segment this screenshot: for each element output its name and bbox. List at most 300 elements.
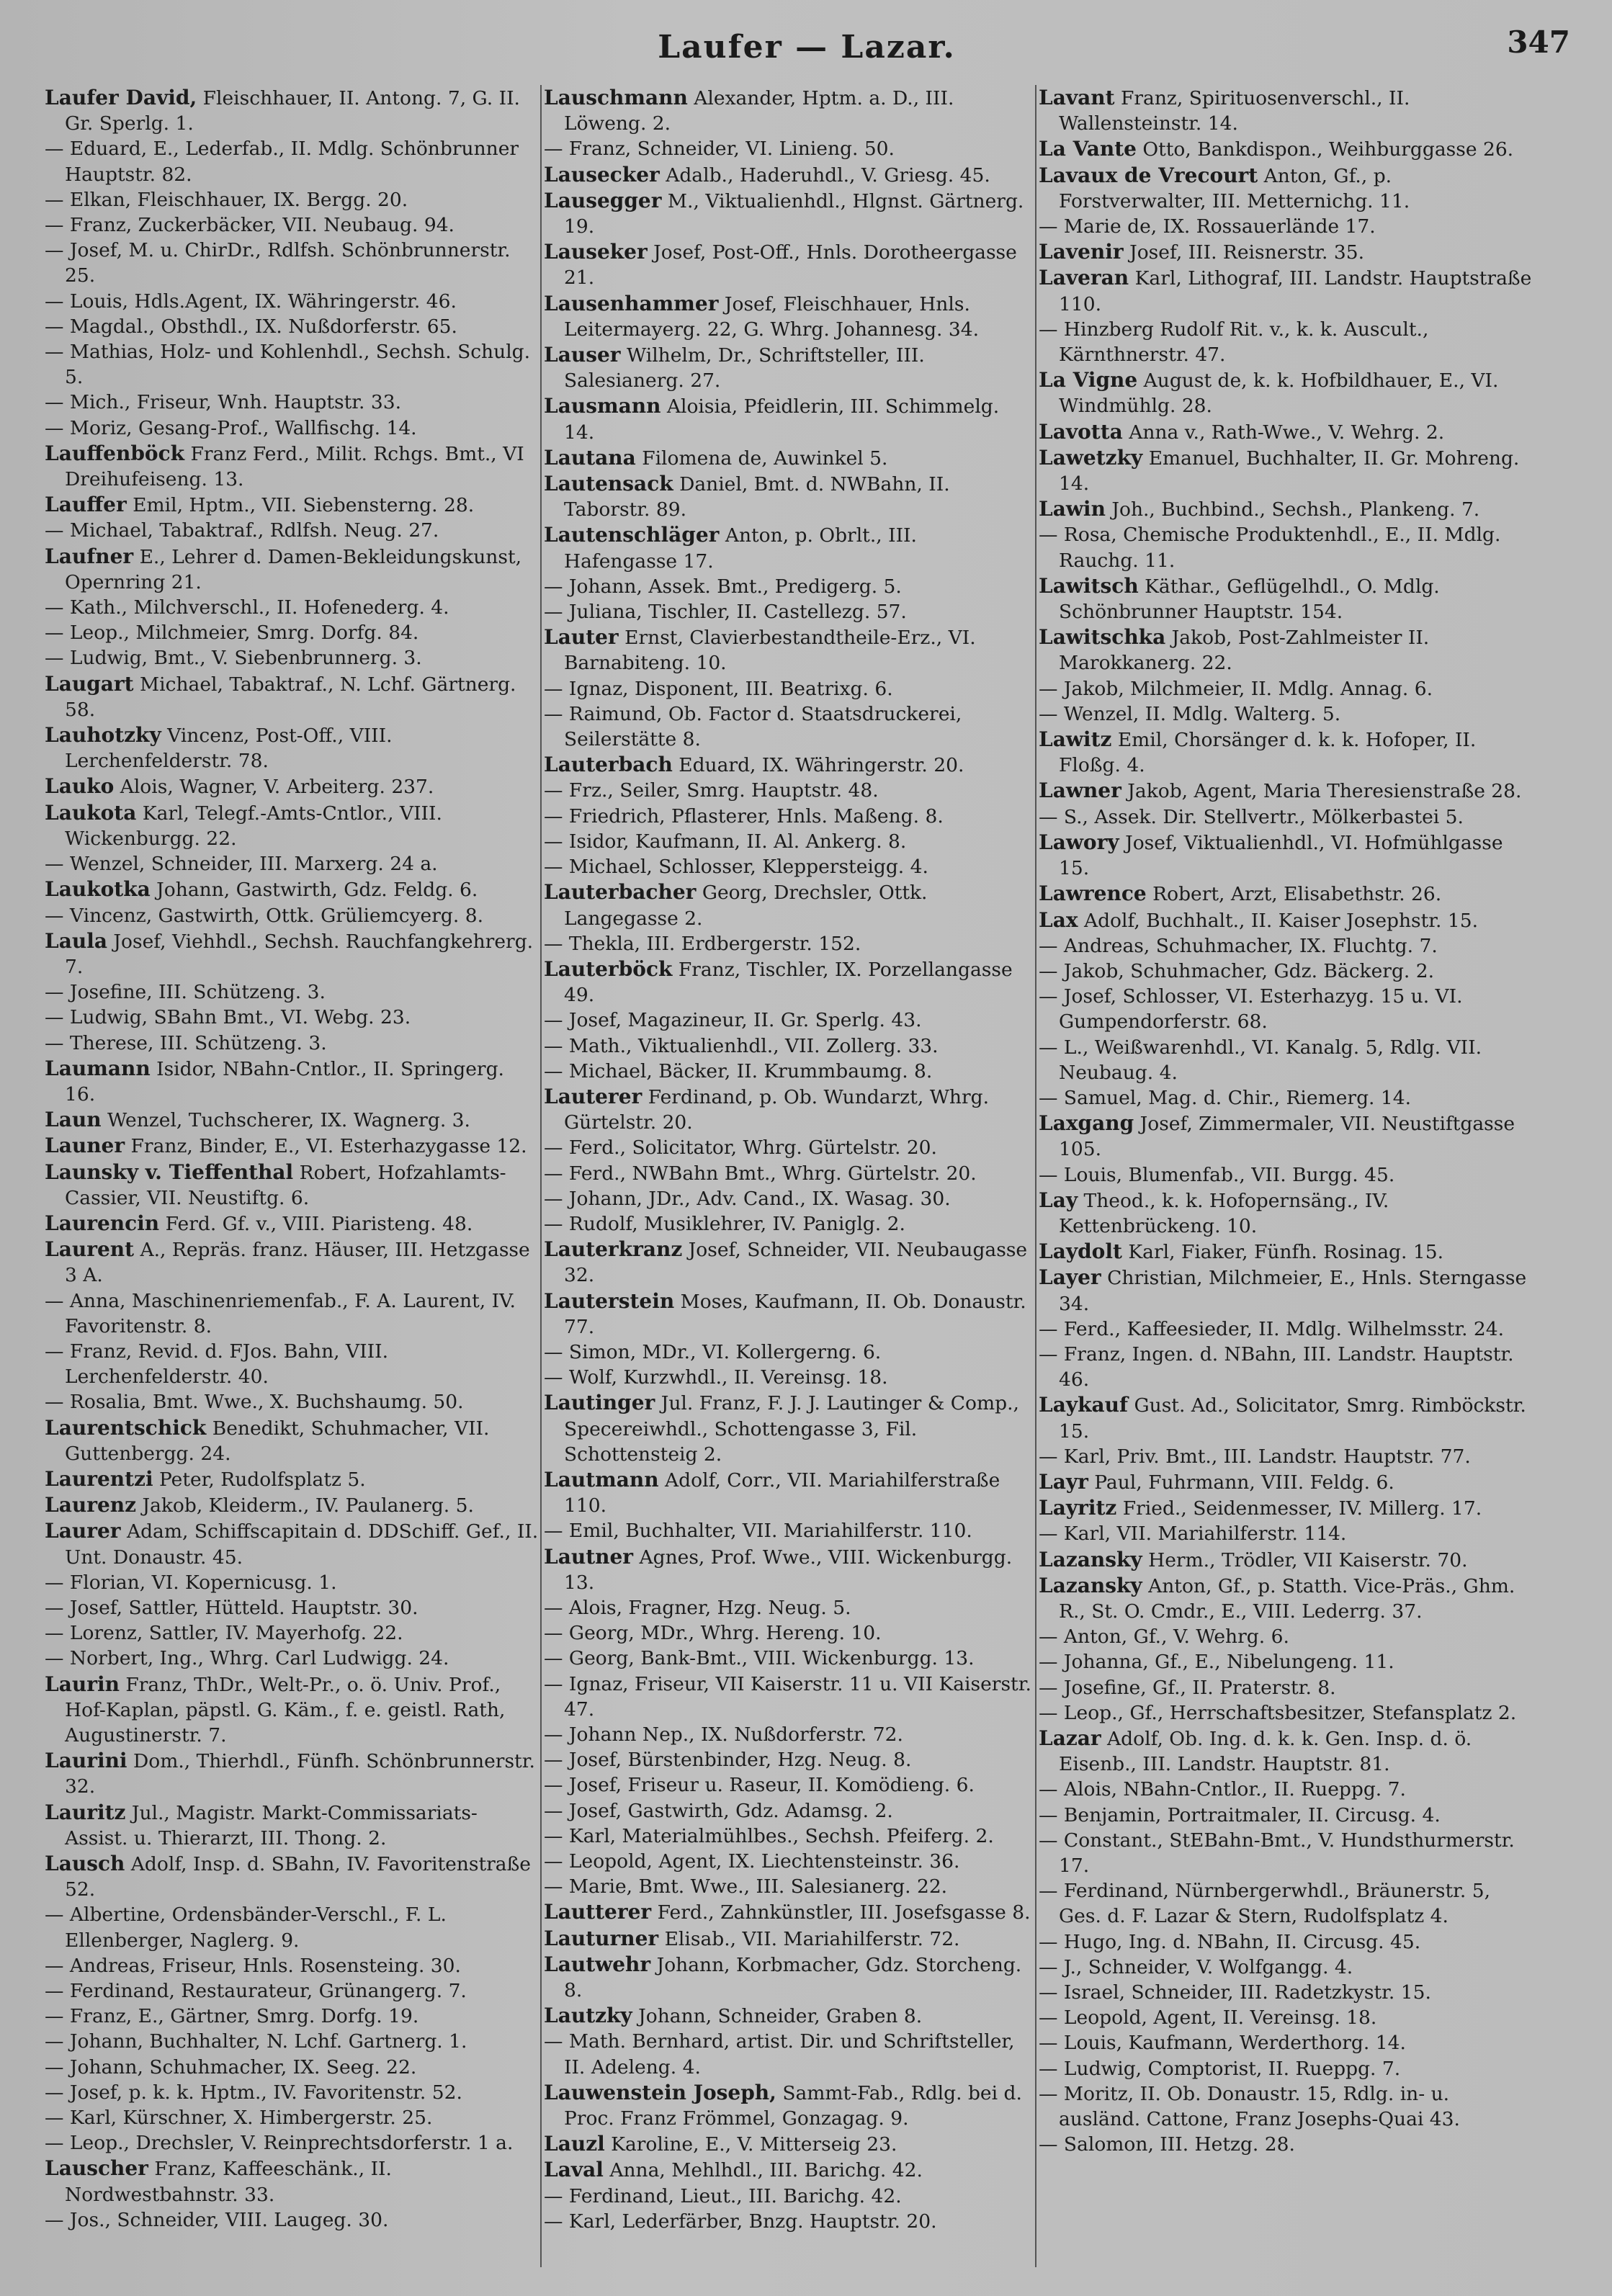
- entry-details: Anton, p. Obrlt., III. Hafengasse 17.: [564, 524, 917, 573]
- entry-details: Adolf, Ob. Ing. d. k. k. Gen. Insp. d. ö. Eisenb., III. Landstr. Hauptstr. 81.: [1059, 1728, 1472, 1776]
- directory-entry: [45, 1211, 539, 1237]
- directory-entry: [1039, 1726, 1536, 1777]
- column-2: [544, 85, 1032, 2274]
- entry-surname: Lautterer: [544, 1900, 652, 1924]
- directory-entry: [1039, 1188, 1536, 1239]
- entry-details: — Louis, Blumenfab., VII. Burgg. 45.: [1039, 1163, 1395, 1186]
- directory-entry: [544, 829, 1032, 854]
- entry-surname: Lauseker: [544, 240, 648, 264]
- entry-details: — Rudolf, Musiklehrer, IV. Paniglg. 2.: [544, 1212, 905, 1235]
- entry-details: Karl, Telegf.-Amts-Cntlor., VIII. Wickenburgg. 22.: [65, 802, 442, 850]
- directory-entry: [544, 1135, 1032, 1160]
- directory-entry: [1039, 1239, 1536, 1265]
- directory-entry: [45, 85, 539, 136]
- directory-entry: [1039, 1573, 1536, 1624]
- entry-details: — Jakob, Schuhmacher, Gdz. Bäckerg. 2.: [1039, 959, 1435, 982]
- directory-entry: [544, 1899, 1032, 1925]
- directory-entry: [544, 1467, 1032, 1518]
- entry-details: Wenzel, Tuchscherer, IX. Wagnerg. 3.: [101, 1109, 470, 1132]
- entry-details: — L., Weißwarenhdl., VI. Kanalg. 5, Rdlg. VII. Neubaug. 4.: [1039, 1036, 1482, 1084]
- entry-details: Paul, Fuhrmann, VIII. Feldg. 6.: [1088, 1471, 1394, 1494]
- entry-details: — Alois, NBahn-Cntlor., II. Rueppg. 7.: [1039, 1778, 1406, 1801]
- entry-details: Peter, Rudolfsplatz 5.: [153, 1468, 366, 1491]
- entry-details: Josef, Zimmermaler, VII. Neustiftgasse 105.: [1059, 1113, 1515, 1161]
- entry-surname: Lauter: [544, 625, 619, 650]
- entry-details: Alexander, Hptm. a. D., III. Löweng. 2.: [564, 87, 954, 135]
- directory-entry: [45, 441, 539, 492]
- directory-entry: [45, 339, 539, 390]
- entry-surname: Laveran: [1039, 266, 1129, 290]
- entry-details: Adolf, Insp. d. SBahn, IV. Favoritenstraße 52.: [65, 1853, 531, 1901]
- entry-details: — S., Assek. Dir. Stellvertr., Mölkerbastei 5.: [1039, 805, 1464, 828]
- directory-entry: [544, 162, 1032, 188]
- directory-entry: [1039, 522, 1536, 573]
- directory-entry: [544, 854, 1032, 879]
- entry-details: — Constant., StEBahn-Bmt., V. Hundsthurmerstr. 17.: [1039, 1829, 1515, 1878]
- entry-details: — Anton, Gf., V. Wehrg. 6.: [1039, 1625, 1289, 1649]
- directory-entry: [544, 1237, 1032, 1288]
- entry-details: — Josef, Bürstenbinder, Hzg. Neug. 8.: [544, 1749, 912, 1772]
- page-header: [43, 16, 1570, 73]
- entry-details: Gust. Ad., Solicitator, Smrg. Rimböckstr. 15.: [1059, 1394, 1526, 1443]
- entry-details: Jakob, Kleiderm., IV. Paulanerg. 5.: [136, 1494, 474, 1517]
- entry-surname: Lauritz: [45, 1800, 126, 1824]
- directory-entry: [544, 2209, 1032, 2234]
- directory-entry: [544, 701, 1032, 752]
- directory-entry: [1039, 163, 1536, 214]
- directory-entry: [45, 773, 539, 799]
- entry-details: Franz, Spirituosenverschl., II. Wallensteinstr. 14.: [1059, 87, 1410, 135]
- entry-details: — Josef, M. u. ChirDr., Rdlfsh. Schönbrunnerstr. 25.: [45, 239, 511, 287]
- directory-entry: [1039, 701, 1536, 727]
- entry-surname: Lavaux de Vrecourt: [1039, 163, 1258, 187]
- entry-surname: Lauterkranz: [544, 1237, 683, 1262]
- directory-entry: [45, 1339, 539, 1389]
- entry-surname: Lawner: [1039, 779, 1121, 803]
- directory-entry: [1039, 804, 1536, 830]
- directory-entry: [1039, 445, 1536, 496]
- entry-details: — Johanna, Gf., E., Nibelungeng. 11.: [1039, 1651, 1394, 1674]
- entry-details: — Thekla, III. Erdbergerstr. 152.: [544, 932, 861, 955]
- directory-entry: [1039, 624, 1536, 676]
- directory-entry: [544, 931, 1032, 956]
- entry-details: Josef, Schneider, VII. Neubaugasse 32.: [564, 1239, 1028, 1287]
- entry-details: — Johann, Buchhalter, N. Lchf. Gartnerg. 1.: [45, 2030, 467, 2053]
- directory-entry: [1039, 727, 1536, 778]
- entry-details: — Louis, Kaufmann, Werderthorg. 14.: [1039, 2032, 1406, 2055]
- directory-entry: [1039, 317, 1536, 367]
- entry-surname: Laurencin: [45, 1211, 160, 1235]
- entry-details: Eduard, IX. Währingerstr. 20.: [672, 754, 964, 777]
- entry-surname: Lausmann: [544, 394, 661, 418]
- entry-surname: Lautmann: [544, 1467, 659, 1492]
- directory-entry: [544, 778, 1032, 803]
- directory-entry: [544, 85, 1032, 136]
- entry-surname: Lauterbacher: [544, 880, 697, 905]
- entry-surname: Lautner: [544, 1544, 634, 1569]
- directory-entry: [45, 1466, 539, 1492]
- entry-details: — Josefine, III. Schützeng. 3.: [45, 981, 326, 1004]
- entry-details: — Albertine, Ordensbänder-Verschl., F. L. Ellenberger, Naglerg. 9.: [45, 1903, 447, 1952]
- directory-entry: [544, 1926, 1032, 1952]
- directory-entry: [45, 876, 539, 902]
- directory-entry: [45, 2004, 539, 2029]
- entry-details: — Israel, Schneider, III. Radetzkystr. 15.: [1039, 1981, 1431, 2004]
- directory-entry: [1039, 419, 1536, 445]
- entry-surname: Lauschmann: [544, 86, 688, 109]
- entry-details: — Johann, Assek. Bmt., Predigerg. 5.: [544, 575, 902, 598]
- directory-entry: [45, 979, 539, 1005]
- entry-details: Adalb., Haderuhdl., V. Griesg. 45.: [659, 163, 990, 187]
- directory-entry: [1039, 1929, 1536, 1955]
- directory-entry: [45, 1389, 539, 1414]
- entry-details: — Florian, VI. Kopernicusg. 1.: [45, 1571, 337, 1594]
- directory-entry: [544, 2003, 1032, 2029]
- entry-surname: Laufner: [45, 544, 134, 568]
- entry-surname: Lavotta: [1039, 419, 1123, 444]
- entry-details: Adolf, Corr., VII. Mariahilferstraße 110.: [564, 1468, 1000, 1517]
- entry-details: — Rosalia, Bmt. Wwe., X. Buchshaumg. 50.: [45, 1391, 464, 1414]
- entry-surname: Lauko: [45, 774, 115, 799]
- entry-details: — Andreas, Schuhmacher, IX. Fluchtg. 7.: [1039, 934, 1438, 957]
- entry-details: — Ferd., Solicitator, Whrg. Gürtelstr. 20.: [544, 1136, 937, 1160]
- entry-details: Josef, Viktualienhdl., VI. Hofmühlgasse 15.: [1059, 831, 1503, 880]
- entry-details: Anna v., Rath-Wwe., V. Wehrg. 2.: [1122, 421, 1445, 444]
- directory-entry: [1039, 1521, 1536, 1546]
- entry-details: — Norbert, Ing., Whrg. Carl Ludwigg. 24.: [45, 1647, 449, 1670]
- directory-entry: [45, 1902, 539, 1952]
- directory-entry: [544, 1620, 1032, 1646]
- entry-details: Wilhelm, Dr., Schriftsteller, III. Salesianerg. 27.: [564, 344, 925, 393]
- directory-entry: [45, 1800, 539, 1851]
- directory-entry: [45, 1031, 539, 1056]
- directory-entry: [1039, 573, 1536, 624]
- directory-entry: [45, 1595, 539, 1620]
- entry-details: Johann, Schneider, Graben 8.: [632, 2005, 923, 2028]
- entry-details: Vincenz, Post-Off., VIII. Lerchenfelderstr. 78.: [65, 725, 393, 773]
- entry-details: — Vincenz, Gastwirth, Ottk. Grüliemcyerg. 8.: [45, 904, 483, 927]
- directory-entry: [1039, 778, 1536, 804]
- entry-surname: Lautzky: [544, 2004, 632, 2028]
- entry-surname: Lawory: [1039, 830, 1119, 854]
- entry-surname: Laurenz: [45, 1493, 137, 1517]
- entry-details: — Anna, Maschinenriemenfab., F. A. Laurent, IV. Favoritenstr. 8.: [45, 1289, 516, 1337]
- entry-details: Agnes, Prof. Wwe., VIII. Wickenburgg. 13.: [564, 1546, 1013, 1594]
- directory-entry: [544, 1747, 1032, 1772]
- entry-details: Elisab., VII. Mariahilferstr. 72.: [658, 1927, 960, 1950]
- entry-details: — Juliana, Tischler, II. Castellezg. 57.: [544, 601, 907, 624]
- directory-entry: [45, 722, 539, 773]
- directory-entry: [544, 471, 1032, 522]
- entry-details: — Franz, Zuckerbäcker, VII. Neubaug. 94.: [45, 214, 455, 237]
- column-divider: [1035, 85, 1036, 2267]
- entry-details: — Raimund, Ob. Factor d. Staatsdruckerei, Seilerstätte 8.: [544, 702, 962, 751]
- entry-details: — Ignaz, Disponent, III. Beatrixg. 6.: [544, 677, 893, 700]
- entry-surname: Lautenschläger: [544, 523, 720, 547]
- entry-surname: Lay: [1039, 1188, 1078, 1212]
- directory-entry: [544, 393, 1032, 444]
- entry-details: Joh., Buchbind., Sechsh., Plankeng. 7.: [1105, 498, 1480, 521]
- entry-surname: Lautensack: [544, 472, 673, 496]
- entry-details: Michael, Tabaktraf., N. Lchf. Gärtnerg. 58.: [65, 673, 516, 721]
- entry-details: Alois, Wagner, V. Arbeiterg. 237.: [114, 776, 434, 799]
- entry-surname: Lax: [1039, 907, 1078, 932]
- directory-entry: [544, 1518, 1032, 1543]
- entry-surname: Lauser: [544, 343, 621, 367]
- entry-details: — Josef, Sattler, Hütteld. Hauptstr. 30.: [45, 1596, 418, 1619]
- entry-details: — Karl, VII. Mariahilferstr. 114.: [1039, 1523, 1347, 1546]
- entry-details: — Michael, Schlosser, Kleppersteigg. 4.: [544, 856, 928, 879]
- entry-details: — Josef, Friseur u. Raseur, II. Komödieng. 6.: [544, 1774, 975, 1797]
- entry-details: Johann, Korbmacher, Gdz. Storcheng. 8.: [564, 1953, 1022, 2002]
- directory-entry: [1039, 1878, 1536, 1929]
- entry-details: Isidor, NBahn-Cntlor., II. Springerg. 16.: [65, 1057, 504, 1106]
- entry-details: Benedikt, Schuhmacher, VII. Guttenbergg. 24.: [65, 1417, 490, 1465]
- directory-entry: [45, 390, 539, 415]
- directory-entry: [1039, 1624, 1536, 1649]
- directory-entry: [45, 289, 539, 314]
- directory-entry: [1039, 1162, 1536, 1188]
- entry-details: — Wenzel, II. Mdlg. Walterg. 5.: [1039, 702, 1341, 725]
- entry-details: M., Viktualienhdl., Hlgnst. Gärtnerg. 19.: [564, 189, 1024, 238]
- entry-details: — Michael, Bäcker, II. Krummbaumg. 8.: [544, 1059, 933, 1082]
- entry-details: — Michael, Tabaktraf., Rdlfsh. Neug. 27.: [45, 519, 439, 542]
- entry-details: Josef, Fleischhauer, Hnls. Leitermayerg. 22, G. Whrg. Johannesg. 34.: [564, 292, 980, 341]
- entry-details: — Johann Nep., IX. Nußdorferstr. 72.: [544, 1723, 903, 1746]
- directory-entry: [544, 676, 1032, 701]
- entry-details: — Franz, Revid. d. FJos. Bahn, VIII. Lerchenfelderstr. 40.: [45, 1340, 388, 1389]
- entry-details: — Wenzel, Schneider, III. Marxerg. 24 a.: [45, 853, 438, 876]
- directory-entry: [45, 2080, 539, 2105]
- entry-details: — Karl, Kürschner, X. Himbergerstr. 25.: [45, 2107, 433, 2130]
- entry-details: Georg, Drechsler, Ottk. Langegasse 2.: [564, 882, 928, 930]
- directory-entry: [1039, 136, 1536, 162]
- directory-entry: [1039, 1265, 1536, 1316]
- entry-surname: Lauffer: [45, 493, 127, 517]
- entry-details: Otto, Bankdispon., Weihburggasse 26.: [1136, 138, 1514, 161]
- entry-surname: Laurent: [45, 1237, 135, 1262]
- directory-entry: [544, 1772, 1032, 1798]
- entry-details: August de, k. k. Hofbildhauer, E., VI. Windmühlg. 28.: [1059, 369, 1499, 418]
- directory-entry: [45, 2156, 539, 2207]
- entry-surname: Lawitz: [1039, 727, 1112, 752]
- directory-entry: [544, 1288, 1032, 1340]
- entry-details: Karl, Fiaker, Fünfh. Rosinag. 15.: [1121, 1241, 1443, 1264]
- entry-surname: Lavenir: [1039, 240, 1124, 264]
- column-divider: [540, 85, 542, 2267]
- entry-surname: Laugart: [45, 671, 134, 696]
- directory-entry: [544, 2080, 1032, 2131]
- directory-entry: [544, 752, 1032, 778]
- directory-entry: [45, 1160, 539, 1211]
- directory-entry: [544, 1646, 1032, 1671]
- entry-details: — Leop., Milchmeier, Smrg. Dorfg. 84.: [45, 622, 419, 645]
- entry-surname: Launer: [45, 1134, 125, 1158]
- directory-entry: [45, 2055, 539, 2080]
- entry-details: — Friedrich, Pflasterer, Hnls. Maßeng. 8.: [544, 804, 944, 828]
- entry-surname: Lautwehr: [544, 1952, 651, 1976]
- directory-entry: [45, 1005, 539, 1030]
- entry-surname: Lausch: [45, 1852, 125, 1876]
- page-number: 347: [1507, 24, 1570, 60]
- entry-details: — Ferd., Kaffeesieder, II. Mdlg. Wilhelmsstr. 24.: [1039, 1317, 1505, 1340]
- entry-details: Franz Ferd., Milit. Rchgs. Bmt., VI Dreihufeiseng. 13.: [65, 442, 524, 491]
- directory-entry: [1039, 907, 1536, 933]
- directory-entry: [544, 522, 1032, 573]
- entry-surname: Lawitschka: [1039, 625, 1166, 650]
- directory-entry: [544, 1161, 1032, 1186]
- directory-entry: [45, 492, 539, 518]
- entry-details: — Kath., Milchverschl., II. Hofenederg. 4.: [45, 596, 449, 619]
- entry-details: — Franz, E., Gärtner, Smrg. Dorfg. 19.: [45, 2005, 419, 2028]
- entry-details: — Johann, Schuhmacher, IX. Seeg. 22.: [45, 2055, 417, 2078]
- entry-details: Jul. Franz, F. J. J. Lautinger & Comp., Specereiwhdl., Schottengasse 3, Fil. Schottensteig 2.: [564, 1392, 1019, 1466]
- directory-entry: [45, 800, 539, 851]
- directory-entry: [45, 416, 539, 441]
- directory-entry: [45, 1672, 539, 1749]
- entry-details: E., Lehrer d. Damen-Bekleidungskunst, Opernring 21.: [65, 545, 522, 593]
- entry-details: Anton, Gf., p. Forstverwalter, III. Metternichg. 11.: [1059, 164, 1410, 212]
- entry-details: Emanuel, Buchhalter, II. Gr. Mohreng. 14.: [1059, 447, 1520, 495]
- entry-details: — Karl, Lederfärber, Bnzg. Hauptstr. 20.: [544, 2210, 937, 2233]
- entry-details: Jakob, Post-Zahlmeister II. Marokkanerg. 22.: [1059, 627, 1430, 675]
- entry-details: — Franz, Ingen. d. NBahn, III. Landstr. Hauptstr. 46.: [1039, 1342, 1514, 1391]
- entry-details: — Math. Bernhard, artist. Dir. und Schriftsteller, II. Adeleng. 4.: [544, 2030, 1015, 2078]
- directory-entry: [1039, 1955, 1536, 1980]
- entry-surname: Lauzl: [544, 2132, 605, 2156]
- entry-details: Anna, Mehlhdl., III. Barichg. 42.: [603, 2159, 923, 2182]
- entry-details: — Simon, MDr., VI. Kollergerng. 6.: [544, 1340, 882, 1363]
- entry-details: Fried., Seidenmesser, IV. Millerg. 17.: [1116, 1497, 1482, 1520]
- entry-surname: Lauterer: [544, 1084, 642, 1108]
- entry-surname: Layer: [1039, 1265, 1101, 1290]
- entry-details: — Ferdinand, Lieut., III. Barichg. 42.: [544, 2184, 902, 2207]
- directory-entry: [45, 518, 539, 543]
- entry-details: — Isidor, Kaufmann, II. Al. Ankerg. 8.: [544, 830, 907, 853]
- directory-entry: [1039, 959, 1536, 984]
- entry-details: — Hinzberg Rudolf Rit. v., k. k. Auscult., Kärnthnerstr. 47.: [1039, 318, 1429, 367]
- directory-entry: [544, 445, 1032, 471]
- entry-details: — Josefine, Gf., II. Praterstr. 8.: [1039, 1676, 1336, 1699]
- directory-entry: [1039, 265, 1536, 316]
- directory-entry: [1039, 85, 1536, 136]
- directory-entry: [544, 624, 1032, 676]
- directory-entry: [1039, 1828, 1536, 1878]
- entry-surname: Lauhotzky: [45, 723, 161, 748]
- entry-details: — Leop., Drechsler, V. Reinprechtsdorferstr. 1 a.: [45, 2132, 514, 2155]
- directory-entry: [544, 599, 1032, 624]
- entry-details: — Josef, Schlosser, VI. Esterhazyg. 15 u. VI. Gumpendorferstr. 68.: [1039, 985, 1463, 1033]
- entry-surname: Laval: [544, 2158, 604, 2182]
- directory-entry: [1039, 830, 1536, 881]
- directory-entry: [45, 1620, 539, 1646]
- entry-surname: Lawrence: [1039, 882, 1147, 906]
- entry-surname: Lausegger: [544, 188, 662, 212]
- entry-details: — Leopold, Agent, II. Vereinsg. 18.: [1039, 2006, 1377, 2030]
- directory-entry: [45, 2105, 539, 2130]
- entry-surname: La Vante: [1039, 137, 1137, 161]
- entry-details: — Elkan, Fleischhauer, IX. Bergg. 20.: [45, 188, 408, 211]
- directory-entry: [1039, 2030, 1536, 2055]
- directory-entry: [45, 851, 539, 876]
- entry-surname: Lawitsch: [1039, 573, 1139, 598]
- entry-details: Ferd., Zahnkünstler, III. Josefsgasse 8.: [651, 1901, 1031, 1924]
- entry-surname: Layritz: [1039, 1496, 1117, 1520]
- entry-surname: Lazar: [1039, 1726, 1101, 1750]
- entry-surname: Laukota: [45, 800, 137, 825]
- entry-details: — Johann, JDr., Adv. Cand., IX. Wasag. 30.: [544, 1187, 951, 1210]
- directory-entry: [1039, 1547, 1536, 1573]
- entry-details: — Salomon, III. Hetzg. 28.: [1039, 2133, 1295, 2156]
- entry-details: — Georg, MDr., Whrg. Hereng. 10.: [544, 1622, 882, 1645]
- directory-entry: [45, 1570, 539, 1595]
- entry-details: Johann, Gastwirth, Gdz. Feldg. 6.: [150, 879, 478, 902]
- directory-entry: [544, 1672, 1032, 1722]
- entry-details: — Eduard, E., Lederfab., II. Mdlg. Schönbrunner Hauptstr. 82.: [45, 138, 519, 186]
- column-3: [1039, 85, 1536, 2274]
- entry-details: Karoline, E., V. Mitterseig 23.: [604, 2133, 897, 2156]
- directory-entry: [544, 1849, 1032, 1874]
- directory-entry: [544, 2131, 1032, 2157]
- entry-details: Moses, Kaufmann, II. Ob. Donaustr. 77.: [564, 1290, 1026, 1338]
- directory-entry: [544, 1033, 1032, 1059]
- column-1: [45, 85, 539, 2274]
- entry-details: Franz, Tischler, IX. Porzellangasse 49.: [564, 958, 1013, 1007]
- directory-entry: [544, 1059, 1032, 1084]
- directory-entry: [1039, 1700, 1536, 1726]
- directory-entry: [45, 544, 539, 595]
- entry-details: — Karl, Priv. Bmt., III. Landstr. Hauptstr. 77.: [1039, 1445, 1471, 1468]
- entry-surname: Lausecker: [544, 162, 660, 187]
- directory-entry: [1039, 1317, 1536, 1342]
- entry-details: — Georg, Bank-Bmt., VIII. Wickenburgg. 13.: [544, 1647, 975, 1670]
- directory-entry: [45, 620, 539, 645]
- directory-entry: [1039, 367, 1536, 418]
- entry-surname: Laxgang: [1039, 1111, 1134, 1136]
- entry-details: — Andreas, Friseur, Hnls. Rosensteing. 30.: [45, 1954, 461, 1977]
- directory-entry: [1039, 1675, 1536, 1700]
- directory-entry: [45, 2207, 539, 2233]
- directory-entry: [45, 671, 539, 722]
- entry-details: — Ignaz, Friseur, VII Kaiserstr. 11 u. VII Kaiserstr. 47.: [544, 1672, 1031, 1721]
- entry-details: — Leop., Gf., Herrschaftsbesitzer, Stefansplatz 2.: [1039, 1701, 1517, 1724]
- entry-details: Josef, Viehhdl., Sechsh. Rauchfangkehrerg. 7.: [65, 930, 534, 978]
- entry-details: — Mathias, Holz- und Kohlenhdl., Sechsh. Schulg. 5.: [45, 341, 531, 389]
- entry-details: Dom., Thierhdl., Fünfh. Schönbrunnerstr. 32.: [65, 1750, 535, 1798]
- directory-entry: [544, 1340, 1032, 1365]
- directory-entry: [544, 1874, 1032, 1899]
- directory-entry: [45, 928, 539, 979]
- entry-details: Franz, Kaffeeschänk., II. Nordwestbahnstr. 33.: [65, 2158, 392, 2206]
- entry-details: Emil, Hptm., VII. Siebensterng. 28.: [126, 494, 475, 517]
- entry-details: — Marie, Bmt. Wwe., III. Salesianerg. 22.: [544, 1875, 948, 1898]
- directory-entry: [1039, 2132, 1536, 2157]
- directory-entry: [1039, 1444, 1536, 1469]
- entry-details: Aloisia, Pfeidlerin, III. Schimmelg. 14.: [564, 395, 1000, 444]
- directory-entry: [544, 2157, 1032, 2183]
- directory-entry: [45, 1056, 539, 1107]
- entry-details: Käthar., Geflügelhdl., O. Mdlg. Schönbrunner Hauptstr. 154.: [1059, 575, 1440, 624]
- entry-details: — Alois, Fragner, Hzg. Neug. 5.: [544, 1596, 851, 1619]
- directory-entry: [45, 1237, 539, 1288]
- directory-entry: [544, 1365, 1032, 1390]
- entry-surname: Laufer David,: [45, 86, 197, 109]
- entry-details: — Josef, p. k. k. Hptm., IV. Favoritenstr. 52.: [45, 2081, 462, 2104]
- directory-entry: [1039, 1777, 1536, 1802]
- entry-surname: Layr: [1039, 1469, 1088, 1494]
- entry-details: — Therese, III. Schützeng. 3.: [45, 1031, 327, 1054]
- entry-details: — Jakob, Milchmeier, II. Mdlg. Annag. 6.: [1039, 677, 1433, 700]
